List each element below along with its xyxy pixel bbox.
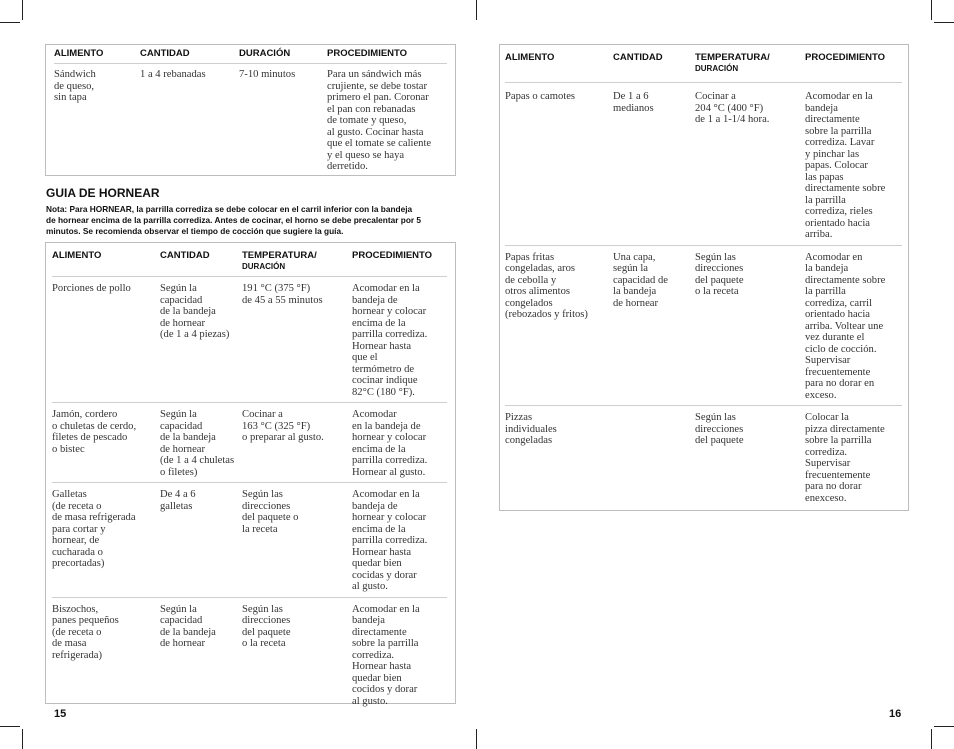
header-alimento: ALIMENTO xyxy=(505,45,613,83)
sandwich-table-box xyxy=(45,44,456,176)
header-alimento: ALIMENTO xyxy=(52,243,160,277)
cell-alimento: Galletas (de receta o de masa refrigerada para cortar y hornear, de cucharada o precortadas) xyxy=(52,483,160,598)
crop-mark xyxy=(934,726,954,727)
cell-alimento: Biszochos, panes pequeños (de receta o de masa refrigerada) xyxy=(52,603,119,661)
cell-cantidad: Una capa, según la capacidad de la bandeja de hornear xyxy=(613,245,695,406)
crop-mark xyxy=(0,726,20,727)
cell-cantidad: De 1 a 6 medianos xyxy=(613,83,695,246)
cell-cantidad: 1 a 4 rebanadas xyxy=(140,69,206,80)
guide-title: GUIA DE HORNEAR xyxy=(46,186,160,200)
cell-procedimiento: Acomodar en la bandeja directamente sobre la parrilla corrediza. Lavar y pinchar las papas. Colocar las papas directamente sobre la parrilla corrediza, rieles orientado hacia arriba. xyxy=(805,83,902,246)
table-row xyxy=(52,277,447,403)
header-temperatura xyxy=(242,243,352,277)
cell-cantidad: De 4 a 6 galletas xyxy=(160,483,242,598)
cell-temperatura: Cocinar a 204 °C (400 °F) de 1 a 1-1/4 hora. xyxy=(695,83,805,246)
header-duracion-sub: DURACIÓN xyxy=(242,262,286,271)
cell-procedimiento: Para un sándwich más crujiente, se debe tostar primero el pan. Coronar el pan con rebanadas de tomate y queso, al gusto. Cocinar hasta que el tomate se caliente y el queso se haya derretido. xyxy=(327,69,432,172)
cell-cantidad xyxy=(613,406,695,509)
crop-mark xyxy=(476,729,477,749)
crop-mark xyxy=(931,0,932,20)
cell-alimento: Papas fritas congeladas, aros de cebolla y otros alimentos congelados (rebozados y fritos) xyxy=(505,245,613,406)
header-temperatura xyxy=(695,45,805,83)
cell-procedimiento: Acomodar en la bandeja directamente sobre la parrilla corrediza, carril orientado hacia arriba. Voltear une vez durante el ciclo de cocción. Supervisar frecuentemente para no dorar en exceso. xyxy=(805,245,902,406)
header-temperatura-label: TEMPERATURA/ xyxy=(242,250,317,261)
cell-temperatura: Cocinar a 163 °C (325 °F) o preparar al gusto. xyxy=(242,403,352,483)
cell-temperatura: Según las direcciones del paquete o la receta xyxy=(242,603,291,649)
header-temperatura-label: TEMPERATURA/ xyxy=(695,52,770,63)
cell-temperatura: Según las direcciones del paquete o la receta xyxy=(695,245,805,406)
page-number-right: 16 xyxy=(889,708,902,720)
cell-procedimiento: Acomodar en la bandeja directamente sobre la parrilla corrediza. Hornear hasta quedar bien cocidos y dorar al gusto. xyxy=(352,603,420,707)
table-row xyxy=(505,83,902,246)
cell-procedimiento: Acomodar en la bandeja de hornear y colocar encima de la parrilla corrediza. Hornear al gusto. xyxy=(352,403,447,483)
header-duracion-sub: DURACIÓN xyxy=(695,64,739,73)
cell-cantidad: Según la capacidad de la bandeja de hornear (de 1 a 4 piezas) xyxy=(160,277,242,403)
header-duracion: DURACIÓN xyxy=(239,45,327,64)
cell-alimento: Papas o camotes xyxy=(505,83,613,246)
table-row xyxy=(52,483,447,598)
table-row xyxy=(52,597,447,711)
cell-procedimiento: Acomodar en la bandeja de hornear y colocar encima de la parrilla corrediza. Hornear hasta que el termómetro de cocinar indique 82°C (180 °F). xyxy=(352,277,447,403)
bake-table-right-box xyxy=(499,44,909,511)
cell-alimento: Pizzas individuales congeladas xyxy=(505,412,557,446)
crop-mark xyxy=(22,729,23,749)
header-alimento: ALIMENTO xyxy=(54,45,140,64)
cell-alimento: Porciones de pollo xyxy=(52,277,160,403)
crop-mark xyxy=(476,0,477,20)
table-row xyxy=(52,403,447,483)
header-cantidad: CANTIDAD xyxy=(613,45,695,83)
cell-temperatura: 191 °C (375 °F) de 45 a 55 minutos xyxy=(242,277,352,403)
cell-temperatura: Según las direcciones del paquete xyxy=(695,412,744,446)
header-procedimiento: PROCEDIMIENTO xyxy=(805,45,902,83)
cell-procedimiento: Acomodar en la bandeja de hornear y colocar encima de la parrilla corrediza. Hornear hasta quedar bien cocidas y dorar al gusto. xyxy=(352,483,447,598)
cell-alimento: Sándwich de queso, sin tapa xyxy=(54,69,96,103)
crop-mark xyxy=(934,22,954,23)
header-procedimiento: PROCEDIMIENTO xyxy=(327,45,447,64)
bake-table-right xyxy=(505,45,902,508)
page-number-left: 15 xyxy=(54,708,67,720)
crop-mark xyxy=(22,0,23,20)
cell-temperatura: Según las direcciones del paquete o la receta xyxy=(242,483,352,598)
bake-table-left-box xyxy=(45,242,456,707)
cell-cantidad: Según la capacidad de la bandeja de hornear (de 1 a 4 chuletas o filetes) xyxy=(160,403,242,483)
cell-procedimiento: Colocar la pizza directamente sobre la parrilla corrediza. Supervisar frecuentemente para no dorar enexceso. xyxy=(805,412,885,504)
crop-mark xyxy=(931,729,932,749)
crop-mark xyxy=(0,22,20,23)
header-procedimiento: PROCEDIMIENTO xyxy=(352,243,447,277)
guide-note: Nota: Para HORNEAR, la parrilla corrediza se debe colocar en el carril inferior con la bandeja de hornear encima de la parrilla corrediza. Antes de cocinar, el horno se debe precalentar por 5 minutos. Se recomienda observar el tiempo de cocción que sugiere la guía. xyxy=(46,204,422,236)
table-row xyxy=(505,245,902,406)
cell-alimento: Jamón, cordero o chuletas de cerdo, filetes de pescado o bistec xyxy=(52,403,160,483)
bake-table-left xyxy=(52,243,447,711)
sandwich-table xyxy=(54,45,447,173)
header-cantidad: CANTIDAD xyxy=(140,45,239,64)
table-row xyxy=(54,64,447,173)
header-cantidad: CANTIDAD xyxy=(160,243,242,277)
table-row xyxy=(505,406,902,509)
cell-cantidad: Según la capacidad de la bandeja de hornear xyxy=(160,603,216,649)
cell-duracion: 7-10 minutos xyxy=(239,69,296,80)
